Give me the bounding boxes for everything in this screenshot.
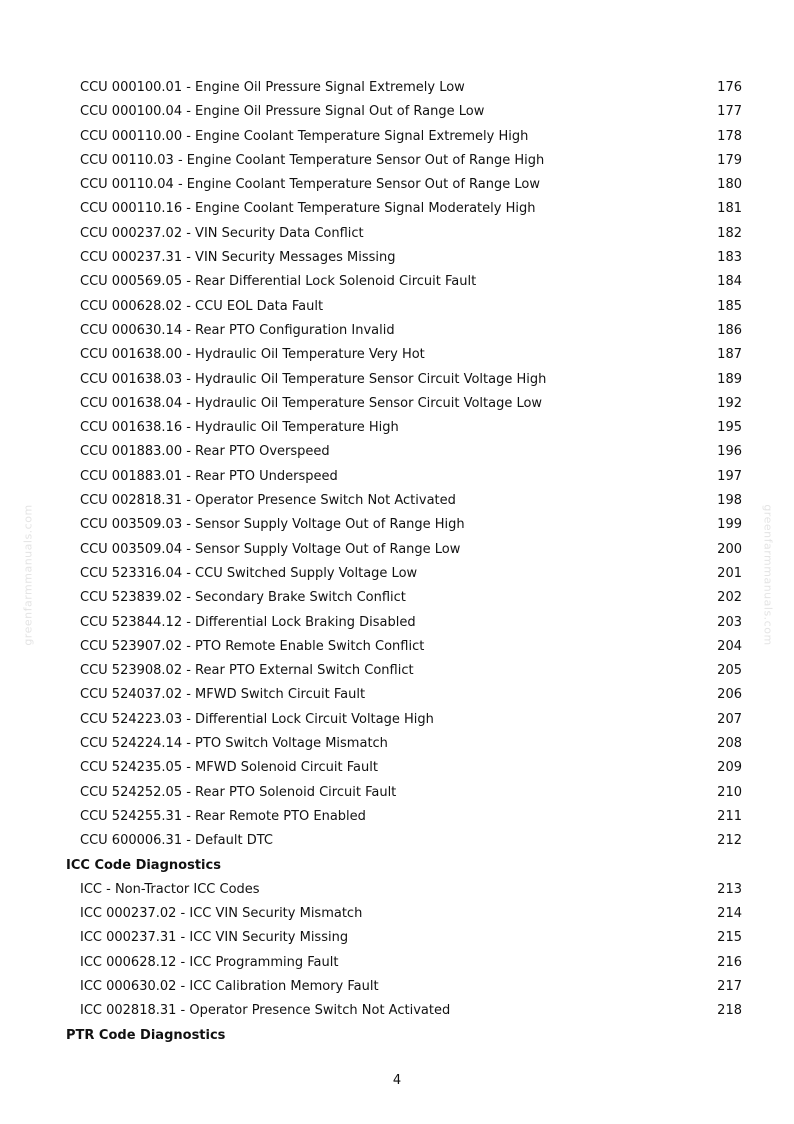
toc-entry[interactable] bbox=[0, 902, 794, 926]
entry-page-number: 185 bbox=[717, 298, 742, 314]
entry-title: CCU 523316.04 - CCU Switched Supply Voltage Low bbox=[80, 565, 418, 581]
entry-title: CCU 523844.12 - Differential Lock Braking Disabled bbox=[80, 614, 416, 630]
toc-entry[interactable] bbox=[0, 149, 794, 173]
toc-entry[interactable] bbox=[0, 611, 794, 635]
toc-entry[interactable] bbox=[0, 343, 794, 367]
entry-title: CCU 523907.02 - PTO Remote Enable Switch Conflict bbox=[80, 638, 425, 654]
entry-title: CCU 523908.02 - Rear PTO External Switch Conflict bbox=[80, 663, 414, 679]
entry-title: CCU 000237.31 - VIN Security Messages Missing bbox=[80, 250, 396, 266]
entry-page-number: 176 bbox=[717, 80, 742, 95]
toc-entry[interactable] bbox=[0, 440, 794, 464]
toc-entry[interactable] bbox=[0, 538, 794, 562]
toc-entry[interactable] bbox=[0, 829, 794, 853]
entry-page-number: 217 bbox=[717, 978, 742, 994]
entry-page-number: 216 bbox=[717, 954, 742, 970]
entry-page-number: 187 bbox=[717, 347, 742, 363]
toc-entry[interactable] bbox=[0, 489, 794, 513]
toc-entry[interactable] bbox=[0, 562, 794, 586]
section-title: ICC Code Diagnostics bbox=[66, 857, 221, 873]
entry-title: ICC 000628.12 - ICC Programming Fault bbox=[80, 954, 339, 970]
toc-entry[interactable] bbox=[0, 586, 794, 610]
table-of-contents bbox=[0, 76, 794, 1048]
toc-entry[interactable] bbox=[0, 659, 794, 683]
entry-page-number: 208 bbox=[717, 736, 742, 752]
toc-entry[interactable] bbox=[0, 368, 794, 392]
toc-entry[interactable] bbox=[0, 100, 794, 124]
entry-page-number: 197 bbox=[717, 468, 742, 484]
entry-page-number: 206 bbox=[717, 687, 742, 703]
entry-page-number: 182 bbox=[717, 225, 742, 241]
entry-page-number: 203 bbox=[717, 614, 742, 630]
entry-page-number: 198 bbox=[717, 493, 742, 509]
watermark-right: greenfarmmanuals.com bbox=[761, 504, 775, 646]
toc-entry[interactable] bbox=[0, 635, 794, 659]
toc-entry[interactable] bbox=[0, 76, 794, 100]
entry-title: CCU 000100.01 - Engine Oil Pressure Signal Extremely Low bbox=[80, 80, 465, 95]
toc-entry[interactable] bbox=[0, 416, 794, 440]
toc-entry[interactable] bbox=[0, 756, 794, 780]
toc-entry[interactable] bbox=[0, 392, 794, 416]
entry-title: ICC 000237.31 - ICC VIN Security Missing bbox=[80, 930, 349, 946]
entry-title: CCU 000237.02 - VIN Security Data Conflict bbox=[80, 225, 364, 241]
toc-entry[interactable] bbox=[0, 197, 794, 221]
entry-title: CCU 000110.16 - Engine Coolant Temperature Signal Moderately High bbox=[80, 201, 536, 217]
entry-title: CCU 524255.31 - Rear Remote PTO Enabled bbox=[80, 808, 366, 824]
entry-title: CCU 00110.04 - Engine Coolant Temperature Sensor Out of Range Low bbox=[80, 177, 540, 193]
entry-page-number: 177 bbox=[717, 104, 742, 120]
toc-entry[interactable] bbox=[0, 319, 794, 343]
entry-page-number: 205 bbox=[717, 663, 742, 679]
toc-entry[interactable] bbox=[0, 999, 794, 1023]
entry-title: CCU 600006.31 - Default DTC bbox=[80, 833, 273, 849]
section-title: PTR Code Diagnostics bbox=[66, 1027, 226, 1043]
entry-title: CCU 000110.00 - Engine Coolant Temperature Signal Extremely High bbox=[80, 128, 529, 144]
entry-title: CCU 002818.31 - Operator Presence Switch Not Activated bbox=[80, 493, 456, 509]
entry-page-number: 214 bbox=[717, 906, 742, 922]
entry-title: CCU 000100.04 - Engine Oil Pressure Signal Out of Range Low bbox=[80, 104, 485, 120]
entry-title: CCU 001638.00 - Hydraulic Oil Temperature Very Hot bbox=[80, 347, 425, 363]
entry-title: CCU 001638.03 - Hydraulic Oil Temperature Sensor Circuit Voltage High bbox=[80, 371, 547, 387]
entry-title: CCU 000628.02 - CCU EOL Data Fault bbox=[80, 298, 324, 314]
entry-page-number: 213 bbox=[717, 881, 742, 897]
entry-title: CCU 001883.01 - Rear PTO Underspeed bbox=[80, 468, 338, 484]
entry-page-number: 215 bbox=[717, 930, 742, 946]
toc-entry[interactable] bbox=[0, 975, 794, 999]
entry-title: CCU 523839.02 - Secondary Brake Switch Conflict bbox=[80, 590, 406, 606]
toc-entry[interactable] bbox=[0, 125, 794, 149]
entry-page-number: 183 bbox=[717, 250, 742, 266]
entry-title: CCU 524235.05 - MFWD Solenoid Circuit Fault bbox=[80, 760, 378, 776]
toc-entry[interactable] bbox=[0, 951, 794, 975]
toc-entry[interactable] bbox=[0, 222, 794, 246]
entry-page-number: 196 bbox=[717, 444, 742, 460]
entry-page-number: 204 bbox=[717, 638, 742, 654]
entry-page-number: 210 bbox=[717, 784, 742, 800]
entry-title: CCU 000569.05 - Rear Differential Lock Solenoid Circuit Fault bbox=[80, 274, 477, 290]
toc-entry[interactable] bbox=[0, 805, 794, 829]
entry-page-number: 200 bbox=[717, 541, 742, 557]
toc-entry[interactable] bbox=[0, 926, 794, 950]
entry-page-number: 207 bbox=[717, 711, 742, 727]
entry-title: ICC - Non-Tractor ICC Codes bbox=[80, 881, 260, 897]
toc-entry[interactable] bbox=[0, 270, 794, 294]
watermark-left: greenfarmmanuals.com bbox=[21, 504, 35, 646]
toc-entry[interactable] bbox=[0, 513, 794, 537]
entry-title: CCU 001638.04 - Hydraulic Oil Temperature Sensor Circuit Voltage Low bbox=[80, 395, 543, 411]
toc-entry[interactable] bbox=[0, 683, 794, 707]
toc-entry[interactable] bbox=[0, 246, 794, 270]
toc-section-heading bbox=[0, 1024, 794, 1048]
entry-page-number: 195 bbox=[717, 420, 742, 436]
entry-title: CCU 001883.00 - Rear PTO Overspeed bbox=[80, 444, 330, 460]
entry-title: CCU 003509.03 - Sensor Supply Voltage Out of Range High bbox=[80, 517, 465, 533]
entry-title: CCU 524252.05 - Rear PTO Solenoid Circuit Fault bbox=[80, 784, 397, 800]
entry-title: ICC 000237.02 - ICC VIN Security Mismatch bbox=[80, 906, 363, 922]
entry-page-number: 201 bbox=[717, 565, 742, 581]
entry-title: CCU 001638.16 - Hydraulic Oil Temperature High bbox=[80, 420, 399, 436]
entry-title: CCU 524224.14 - PTO Switch Voltage Mismatch bbox=[80, 736, 388, 752]
entry-page-number: 209 bbox=[717, 760, 742, 776]
entry-page-number: 202 bbox=[717, 590, 742, 606]
entry-title: CCU 524223.03 - Differential Lock Circuit Voltage High bbox=[80, 711, 434, 727]
toc-entry[interactable] bbox=[0, 732, 794, 756]
entry-title: CCU 00110.03 - Engine Coolant Temperature Sensor Out of Range High bbox=[80, 152, 545, 168]
page-number: 4 bbox=[392, 1073, 402, 1088]
entry-page-number: 218 bbox=[717, 1003, 742, 1019]
entry-page-number: 199 bbox=[717, 517, 742, 533]
entry-title: CCU 003509.04 - Sensor Supply Voltage Out of Range Low bbox=[80, 541, 461, 557]
entry-page-number: 181 bbox=[717, 201, 742, 217]
toc-entry[interactable] bbox=[0, 465, 794, 489]
toc-entry[interactable] bbox=[0, 878, 794, 902]
entry-title: ICC 000630.02 - ICC Calibration Memory Fault bbox=[80, 978, 379, 994]
entry-title: ICC 002818.31 - Operator Presence Switch Not Activated bbox=[80, 1003, 451, 1019]
entry-page-number: 178 bbox=[717, 128, 742, 144]
entry-page-number: 212 bbox=[717, 833, 742, 849]
entry-page-number: 186 bbox=[717, 322, 742, 338]
toc-entry[interactable] bbox=[0, 708, 794, 732]
entry-page-number: 184 bbox=[717, 274, 742, 290]
entry-title: CCU 524037.02 - MFWD Switch Circuit Fault bbox=[80, 687, 366, 703]
entry-page-number: 189 bbox=[717, 371, 742, 387]
entry-title: CCU 000630.14 - Rear PTO Configuration Invalid bbox=[80, 322, 395, 338]
toc-entry[interactable] bbox=[0, 173, 794, 197]
toc-entry[interactable] bbox=[0, 781, 794, 805]
toc-section-heading bbox=[0, 854, 794, 878]
toc-entry[interactable] bbox=[0, 295, 794, 319]
entry-page-number: 211 bbox=[717, 808, 742, 824]
entry-page-number: 180 bbox=[717, 177, 742, 193]
entry-page-number: 179 bbox=[717, 152, 742, 168]
entry-page-number: 192 bbox=[717, 395, 742, 411]
